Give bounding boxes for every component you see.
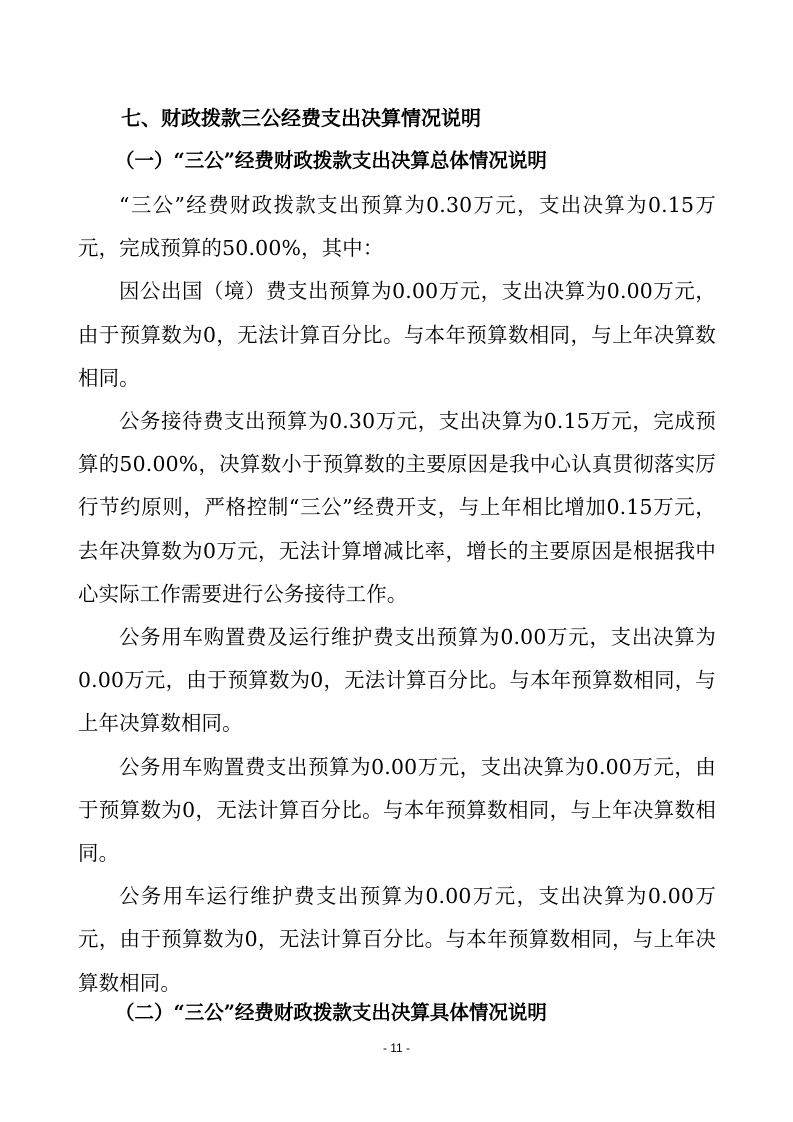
paragraph-overseas-travel: 因公出国（境）费支出预算为0.00万元，支出决算为0.00万元，由于预算数为0，无法计算百分比。与本年预算数相同，与上年决算数相同。 [78,279,716,390]
section-title: 七、财政拨款三公经费支出决算情况说明 [121,106,481,130]
body-text [78,184,716,1005]
paragraph-total: “三公”经费财政拨款支出预算为0.30万元，支出决算为0.15万元，完成预算的50.00%，其中： [78,193,716,261]
page-number: - 11 - [382,1041,411,1055]
subsection-title-detail: （二）“三公”经费财政拨款支出决算具体情况说明 [115,1001,547,1024]
paragraph-vehicle-maintenance: 公务用车运行维护费支出预算为0.00万元，支出决算为0.00万元，由于预算数为0，无法计算百分比。与本年预算数相同，与上年决算数相同。 [78,884,716,995]
paragraph-vehicle-purchase: 公务用车购置费支出预算为0.00万元，支出决算为0.00万元，由于预算数为0，无法计算百分比。与本年预算数相同，与上年决算数相同。 [78,754,716,866]
paragraph-reception: 公务接待费支出预算为0.30万元，支出决算为0.15万元，完成预算的50.00%，决算数小于预算数的主要原因是我中心认真贯彻落实厉行节约原则，严格控制“三公”经费开支，与上年相比增加0.15万元，去年决算数为0万元，无法计算增减比率，增长的主要原因是根据我中心实际工作需要进行公务接待工作。 [78,409,716,606]
paragraph-vehicle-total: 公务用车购置费及运行维护费支出预算为0.00万元，支出决算为0.00万元，由于预算数为0，无法计算百分比。与本年预算数相同，与上年决算数相同。 [78,625,716,736]
subsection-title-overall: （一）“三公”经费财政拨款支出决算总体情况说明 [115,149,547,172]
